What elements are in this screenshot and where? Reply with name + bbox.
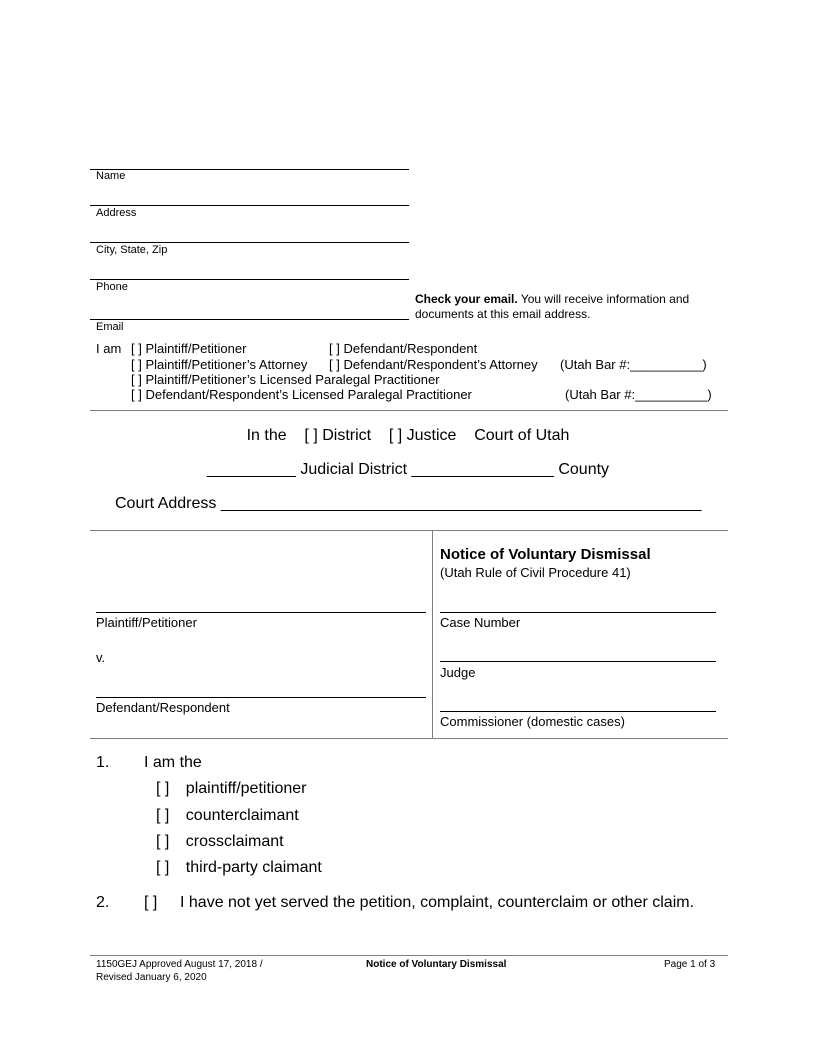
checkbox-plaintiff-attorney[interactable] bbox=[131, 357, 307, 372]
checkbox-defendant-lpp[interactable] bbox=[131, 387, 472, 402]
case-number-line[interactable] bbox=[440, 612, 716, 613]
checkbox-box[interactable]: [ ] bbox=[156, 859, 170, 876]
court-type-line[interactable]: In the [ ] District [ ] Justice Court of Utah bbox=[246, 427, 570, 444]
checkbox-box[interactable]: [ ] bbox=[131, 341, 142, 356]
email-note bbox=[415, 292, 715, 322]
plaintiff-name-line[interactable] bbox=[96, 612, 426, 613]
phone-line[interactable] bbox=[90, 279, 409, 280]
plaintiff-label: Plaintiff/Petitioner bbox=[96, 615, 197, 630]
checkbox-box[interactable]: [ ] bbox=[131, 357, 142, 372]
footer-page-number: Page 1 of 3 bbox=[664, 959, 716, 970]
caption-bottom-line bbox=[90, 738, 728, 739]
commissioner-line[interactable] bbox=[440, 711, 716, 712]
i-am-label: I am bbox=[96, 341, 122, 356]
option-plaintiff[interactable] bbox=[156, 780, 306, 798]
role-divider bbox=[90, 410, 728, 411]
email-note-bold: Check your email. bbox=[415, 292, 518, 306]
checkbox-label: Plaintiff/Petitioner’s Licensed Paralegal Practitioner bbox=[145, 372, 440, 387]
checkbox-label: Defendant/Respondent’s Licensed Paralegal Practitioner bbox=[145, 387, 472, 402]
item-1-text: I am the bbox=[144, 754, 202, 771]
caption-top-line bbox=[90, 530, 728, 531]
item-1-number: 1. bbox=[96, 754, 110, 771]
document-title: Notice of Voluntary Dismissal bbox=[440, 546, 651, 563]
name-label: Name bbox=[96, 170, 126, 182]
email-note-text: You will receive information and documents at this email address. bbox=[415, 292, 690, 321]
versus-label: v. bbox=[96, 650, 106, 665]
checkbox-label: Plaintiff/Petitioner bbox=[145, 341, 247, 356]
option-label: crossclaimant bbox=[185, 833, 284, 850]
checkbox-box[interactable]: [ ] bbox=[131, 372, 142, 387]
checkbox-plaintiff[interactable] bbox=[131, 341, 246, 356]
option-label: third-party claimant bbox=[185, 859, 322, 876]
judge-label: Judge bbox=[440, 665, 476, 680]
name-top-line bbox=[90, 169, 409, 170]
city-line[interactable] bbox=[90, 242, 409, 243]
option-label: counterclaimant bbox=[185, 807, 299, 824]
email-label: Email bbox=[96, 321, 124, 333]
item-2-checkbox[interactable]: [ ] bbox=[144, 894, 158, 911]
checkbox-box[interactable]: [ ] bbox=[329, 357, 340, 372]
utah-bar-field-1[interactable]: (Utah Bar #:__________) bbox=[560, 357, 707, 372]
caption-divider bbox=[432, 530, 433, 738]
option-counterclaimant[interactable] bbox=[156, 807, 299, 825]
email-line[interactable] bbox=[90, 319, 409, 320]
address-line[interactable] bbox=[90, 205, 409, 206]
checkbox-box[interactable]: [ ] bbox=[156, 833, 170, 850]
address-label: Address bbox=[96, 207, 137, 219]
checkbox-defendant[interactable] bbox=[329, 341, 477, 356]
item-2-text: I have not yet served the petition, complaint, counterclaim or other claim. bbox=[180, 894, 695, 911]
footer-revised: Revised January 6, 2020 bbox=[96, 972, 207, 983]
option-third-party[interactable] bbox=[156, 859, 322, 877]
option-crossclaimant[interactable] bbox=[156, 833, 284, 851]
checkbox-box[interactable]: [ ] bbox=[156, 807, 170, 824]
checkbox-plaintiff-lpp[interactable] bbox=[131, 372, 440, 387]
judge-line[interactable] bbox=[440, 661, 716, 662]
phone-label: Phone bbox=[96, 281, 128, 293]
defendant-name-line[interactable] bbox=[96, 697, 426, 698]
checkbox-label: Defendant/Respondent bbox=[343, 341, 478, 356]
district-county-line[interactable]: __________ Judicial District ________________ County bbox=[206, 461, 610, 478]
footer-form-id: 1150GEJ Approved August 17, 2018 / bbox=[96, 959, 263, 970]
checkbox-label: Plaintiff/Petitioner’s Attorney bbox=[145, 357, 308, 372]
court-address-line[interactable]: Court Address ______________________________________________________ bbox=[115, 495, 702, 512]
defendant-label: Defendant/Respondent bbox=[96, 700, 230, 715]
commissioner-label: Commissioner (domestic cases) bbox=[440, 714, 625, 729]
checkbox-box[interactable]: [ ] bbox=[156, 780, 170, 797]
item-2-number: 2. bbox=[96, 894, 110, 911]
footer-line bbox=[90, 955, 728, 956]
checkbox-label: Defendant/Respondent’s Attorney bbox=[343, 357, 538, 372]
document-subtitle: (Utah Rule of Civil Procedure 41) bbox=[440, 565, 631, 580]
checkbox-defendant-attorney[interactable] bbox=[329, 357, 538, 372]
option-label: plaintiff/petitioner bbox=[185, 780, 307, 797]
checkbox-box[interactable]: [ ] bbox=[131, 387, 142, 402]
utah-bar-field-2[interactable]: (Utah Bar #:__________) bbox=[565, 387, 712, 402]
case-number-label: Case Number bbox=[440, 615, 521, 630]
footer-title: Notice of Voluntary Dismissal bbox=[366, 959, 507, 970]
city-label: City, State, Zip bbox=[96, 244, 168, 256]
checkbox-box[interactable]: [ ] bbox=[329, 341, 340, 356]
